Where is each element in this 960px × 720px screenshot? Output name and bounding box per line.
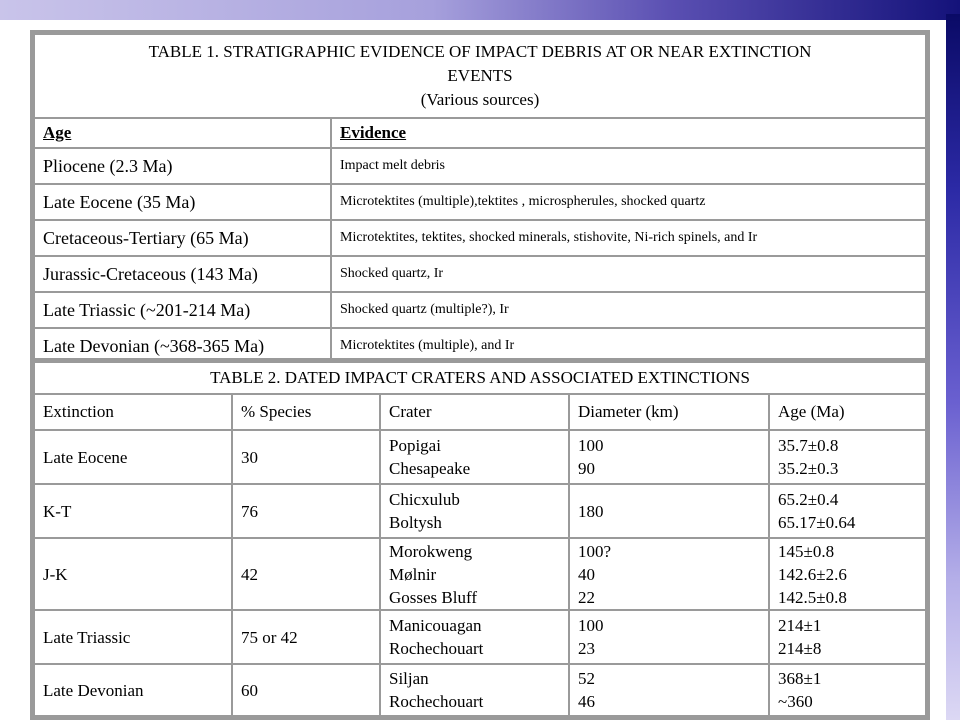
age-value: 214±8 (778, 639, 822, 658)
evidence-cell: Shocked quartz (multiple?), Ir (331, 292, 926, 328)
crater-name: Rochechouart (389, 639, 484, 658)
age-value: 145±0.8 (778, 541, 835, 561)
crater-name: Rochechouart (389, 692, 484, 711)
evidence-cell: Microtektites (multiple),tektites , microspherules, shocked quartz (331, 184, 926, 220)
table-1-title-line1: TABLE 1. STRATIGRAPHIC EVIDENCE OF IMPACT DEBRIS AT OR NEAR EXTINCTION (148, 42, 812, 61)
crater-name: Morokweng (389, 541, 473, 561)
species-cell: 76 (232, 484, 380, 538)
age-value: 35.7±0.8 (778, 436, 839, 455)
age-value: 368±1 (778, 669, 822, 688)
extinction-cell: K-T (34, 484, 232, 538)
table-row (34, 256, 926, 292)
extinction-cell: Late Eocene (34, 430, 232, 484)
extinction-cell: J-K (34, 538, 232, 610)
table-row (34, 538, 926, 610)
table-1 (30, 30, 930, 368)
top-gradient-bar (0, 0, 960, 20)
table-1-title-line2: EVENTS (447, 66, 513, 85)
diameter-value: 100? (578, 541, 612, 561)
evidence-cell: Microtektites, tektites, shocked minerals, stishovite, Ni-rich spinels, and Ir (331, 220, 926, 256)
crater-name: Gosses Bluff (389, 587, 477, 607)
age-value: 214±1 (778, 616, 822, 635)
age-value: 35.2±0.3 (778, 459, 839, 478)
header-species: % Species (232, 394, 380, 430)
header-age: Age (Ma) (769, 394, 926, 430)
age-value: ~360 (778, 692, 813, 711)
crater-cell (380, 664, 569, 716)
crater-cell (380, 430, 569, 484)
diameter-value: 100 (578, 436, 604, 455)
table-row (34, 220, 926, 256)
crater-name: Boltysh (389, 513, 442, 532)
diameter-value: 40 (578, 564, 595, 584)
age-cell: Cretaceous-Tertiary (65 Ma) (34, 220, 331, 256)
species-cell: 42 (232, 538, 380, 610)
species-cell: 30 (232, 430, 380, 484)
evidence-cell: Impact melt debris (331, 148, 926, 184)
table-row (34, 148, 926, 184)
evidence-cell: Shocked quartz, Ir (331, 256, 926, 292)
age-cell (769, 610, 926, 664)
age-cell: Late Eocene (35 Ma) (34, 184, 331, 220)
age-cell: Late Devonian (~368-365 Ma) (34, 328, 331, 364)
crater-name: Chesapeake (389, 459, 471, 478)
diameter-value: 180 (578, 501, 604, 521)
diameter-value: 90 (578, 459, 595, 478)
crater-cell (380, 610, 569, 664)
diameter-cell (569, 484, 769, 538)
crater-name: Manicouagan (389, 616, 482, 635)
diameter-cell (569, 610, 769, 664)
diameter-cell (569, 538, 769, 610)
diameter-value: 100 (578, 616, 604, 635)
age-value: 65.17±0.64 (778, 513, 856, 532)
extinction-cell: Late Devonian (34, 664, 232, 716)
diameter-value: 52 (578, 669, 595, 688)
age-cell (769, 664, 926, 716)
table-row (34, 184, 926, 220)
right-gradient-bar (946, 14, 960, 720)
table-row (34, 610, 926, 664)
age-cell: Pliocene (2.3 Ma) (34, 148, 331, 184)
header-crater: Crater (380, 394, 569, 430)
crater-name: Siljan (389, 669, 429, 688)
age-cell (769, 484, 926, 538)
age-value: 65.2±0.4 (778, 490, 839, 509)
crater-name: Popigai (389, 436, 441, 455)
evidence-cell: Microtektites (multiple), and Ir (331, 328, 926, 364)
diameter-value: 23 (578, 639, 595, 658)
crater-cell (380, 538, 569, 610)
crater-name: Chicxulub (389, 490, 460, 509)
crater-cell (380, 484, 569, 538)
age-value: 142.6±2.6 (778, 564, 847, 584)
crater-name: Mølnir (389, 564, 437, 584)
age-value: 142.5±0.8 (778, 587, 847, 607)
table-2 (30, 358, 930, 720)
age-cell (769, 430, 926, 484)
diameter-cell (569, 664, 769, 716)
diameter-value: 22 (578, 587, 595, 607)
header-age: Age (34, 118, 331, 148)
table-row (34, 430, 926, 484)
age-cell: Jurassic-Cretaceous (143 Ma) (34, 256, 331, 292)
extinction-cell: Late Triassic (34, 610, 232, 664)
table-row (34, 292, 926, 328)
header-evidence: Evidence (331, 118, 926, 148)
species-cell: 75 or 42 (232, 610, 380, 664)
table-row (34, 484, 926, 538)
species-cell: 60 (232, 664, 380, 716)
diameter-value: 46 (578, 692, 595, 711)
header-extinction: Extinction (34, 394, 232, 430)
diameter-cell (569, 430, 769, 484)
age-cell (769, 538, 926, 610)
age-cell: Late Triassic (~201-214 Ma) (34, 292, 331, 328)
table-1-title (34, 34, 926, 118)
header-diameter: Diameter (km) (569, 394, 769, 430)
table-row (34, 664, 926, 716)
table-2-title: TABLE 2. DATED IMPACT CRATERS AND ASSOCIATED EXTINCTIONS (34, 362, 926, 394)
table-1-title-line3: (Various sources) (420, 90, 540, 109)
